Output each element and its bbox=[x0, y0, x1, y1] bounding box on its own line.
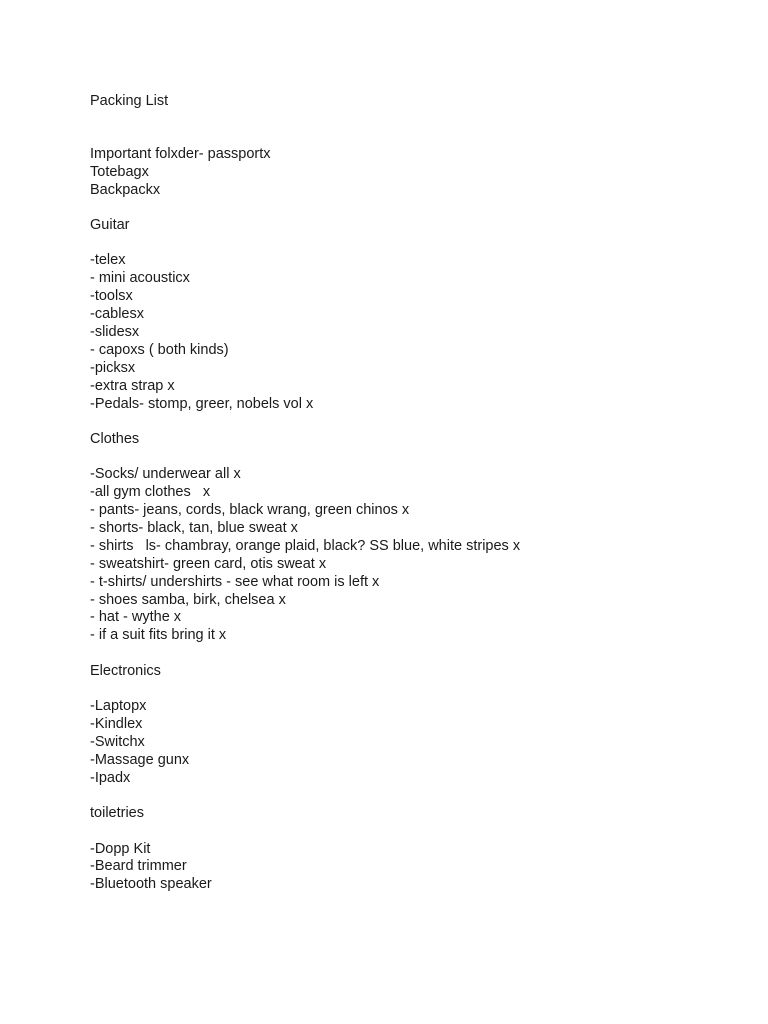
list-item: -telex bbox=[90, 252, 126, 269]
section-toiletries bbox=[90, 805, 730, 894]
list-item: Important folxder- passportx bbox=[90, 145, 271, 162]
list-item: Backpackx bbox=[90, 181, 161, 198]
list-item: -Bluetooth speaker bbox=[90, 876, 212, 893]
document-page bbox=[90, 93, 730, 894]
intro-list bbox=[90, 146, 730, 200]
section-guitar bbox=[90, 217, 730, 413]
list-item: -slidesx bbox=[90, 324, 140, 341]
list-item: - shoes samba, birk, chelsea x bbox=[90, 591, 286, 608]
list-item: Totebagx bbox=[90, 163, 149, 180]
section-clothes bbox=[90, 431, 730, 645]
list-item: -picksx bbox=[90, 359, 136, 376]
list-item: -cablesx bbox=[90, 306, 144, 323]
list-item: - sweatshirt- green card, otis sweat x bbox=[90, 555, 327, 572]
section-heading: Clothes bbox=[90, 430, 140, 447]
list-item: -toolsx bbox=[90, 288, 133, 305]
list-item: - shirts ls- chambray, orange plaid, black? SS blue, white stripes x bbox=[90, 537, 521, 554]
list-item: - if a suit fits bring it x bbox=[90, 627, 227, 644]
section-heading: toiletries bbox=[90, 805, 144, 822]
list-item: -Switchx bbox=[90, 733, 145, 750]
list-item: - capoxs ( both kinds) bbox=[90, 341, 229, 358]
list-item: - t-shirts/ undershirts - see what room is left x bbox=[90, 573, 380, 590]
list-item: -Laptopx bbox=[90, 698, 147, 715]
section-heading: Electronics bbox=[90, 662, 161, 679]
list-item: -Massage gunx bbox=[90, 751, 190, 768]
list-item: -Beard trimmer bbox=[90, 858, 187, 875]
document-title: Packing List bbox=[90, 93, 169, 109]
list-item: -all gym clothes x bbox=[90, 484, 211, 501]
list-item: - hat - wythe x bbox=[90, 609, 182, 626]
list-item: -extra strap x bbox=[90, 377, 175, 394]
list-item: - pants- jeans, cords, black wrang, green chinos x bbox=[90, 502, 410, 519]
list-item: - mini acousticx bbox=[90, 270, 190, 287]
list-item: -Pedals- stomp, greer, nobels vol x bbox=[90, 395, 314, 412]
list-item: -Ipadx bbox=[90, 769, 131, 786]
section-heading: Guitar bbox=[90, 217, 130, 234]
list-item: -Dopp Kit bbox=[90, 840, 151, 857]
list-item: - shorts- black, tan, blue sweat x bbox=[90, 520, 298, 537]
list-item: -Kindlex bbox=[90, 716, 143, 733]
section-electronics bbox=[90, 663, 730, 788]
list-item: -Socks/ underwear all x bbox=[90, 466, 241, 483]
